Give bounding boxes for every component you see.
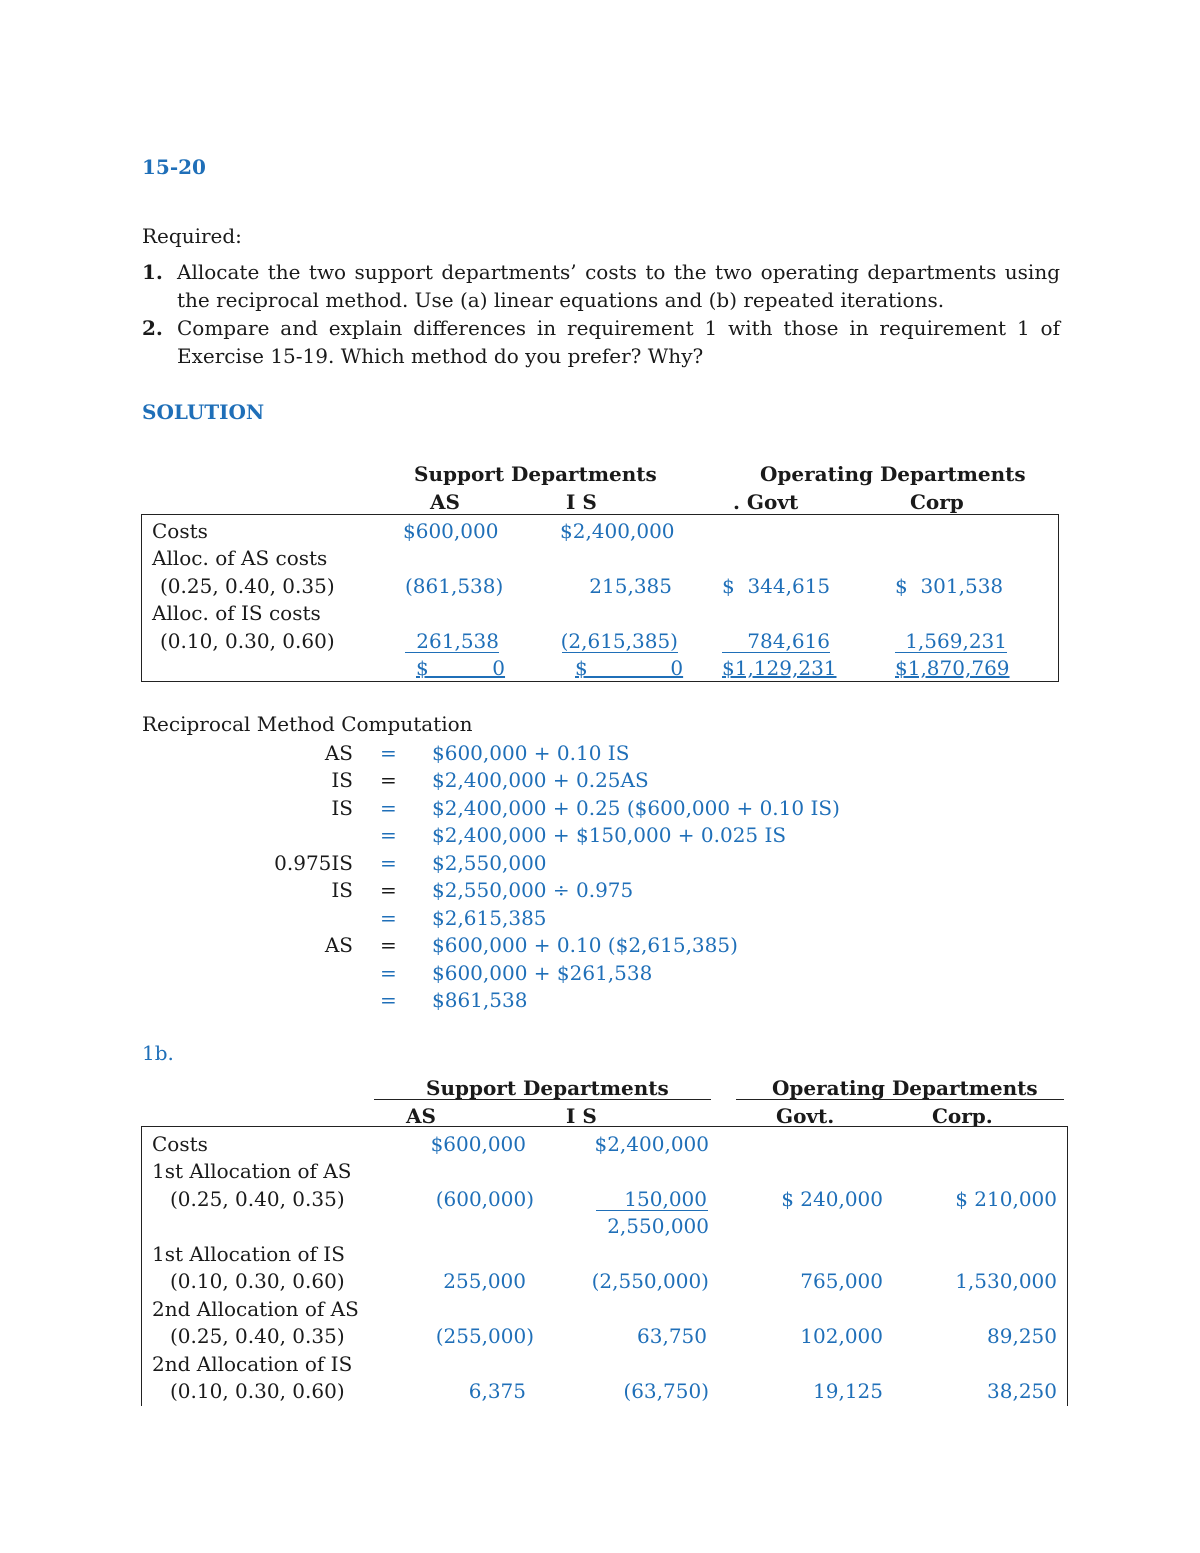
costs-as: $600,000 xyxy=(430,1132,526,1156)
equation-lhs: IS xyxy=(331,878,353,902)
first-is-govt: 765,000 xyxy=(800,1269,883,1293)
first-as-ratio: (0.25, 0.40, 0.35) xyxy=(170,1187,345,1211)
underline xyxy=(562,652,678,653)
costs-label: Costs xyxy=(152,519,208,543)
costs-label: Costs xyxy=(152,1132,208,1156)
col-as-header: AS xyxy=(430,490,460,514)
page-title: 15-20 xyxy=(142,155,206,179)
underline xyxy=(722,652,830,653)
equation-rhs: $2,400,000 + 0.25AS xyxy=(432,768,649,792)
alloc-as-govt: $ 344,615 xyxy=(722,574,831,598)
first-is-as: 255,000 xyxy=(443,1269,526,1293)
equation-lhs: AS xyxy=(324,741,353,765)
table-frame-left xyxy=(141,1126,142,1406)
first-is-corp: 1,530,000 xyxy=(955,1269,1057,1293)
operating-departments-header: Operating Departments xyxy=(772,1076,1038,1100)
equation-equals: = xyxy=(380,768,397,792)
alloc-as-is: 215,385 xyxy=(589,574,672,598)
equation-equals: = xyxy=(380,988,397,1012)
equation-equals: = xyxy=(380,906,397,930)
col-as-header: AS xyxy=(406,1104,436,1128)
alloc-is-label: Alloc. of IS costs xyxy=(152,601,321,625)
header-rule xyxy=(736,1099,1064,1100)
second-is-label: 2nd Allocation of IS xyxy=(152,1352,353,1376)
computation-title: Reciprocal Method Computation xyxy=(142,712,473,736)
equation-rhs: $2,400,000 + 0.25 ($600,000 + 0.10 IS) xyxy=(432,796,840,820)
alloc-as-as: (861,538) xyxy=(405,574,504,598)
first-is-ratio: (0.10, 0.30, 0.60) xyxy=(170,1269,345,1293)
support-departments-header: Support Departments xyxy=(426,1076,669,1100)
requirements-list xyxy=(142,258,1060,370)
underline xyxy=(596,1210,708,1211)
first-as-is-subtotal: 2,550,000 xyxy=(607,1214,709,1238)
equation-lhs: 0.975IS xyxy=(274,851,353,875)
alloc-as-ratio: (0.25, 0.40, 0.35) xyxy=(160,574,335,598)
alloc-is-ratio: (0.10, 0.30, 0.60) xyxy=(160,629,335,653)
equation-rhs: $2,550,000 ÷ 0.975 xyxy=(432,878,634,902)
first-as-govt: $ 240,000 xyxy=(781,1187,883,1211)
total-is: $ 0 xyxy=(575,656,684,680)
equation-equals: = xyxy=(380,823,397,847)
requirement-text: Compare and explain differences in requirement 1 with those in requirement 1 of Exercise 15-19. Which method do you prefer? Why? xyxy=(177,316,1060,368)
first-is-is: (2,550,000) xyxy=(591,1269,709,1293)
second-as-govt: 102,000 xyxy=(800,1324,883,1348)
equation-equals: = xyxy=(380,851,397,875)
second-is-is: (63,750) xyxy=(623,1379,709,1403)
total-govt: $1,129,231 xyxy=(722,656,837,680)
equation-equals: = xyxy=(380,933,397,957)
costs-is: $2,400,000 xyxy=(594,1132,709,1156)
requirement-number: 2. xyxy=(142,316,163,340)
first-as-is: 150,000 xyxy=(624,1187,707,1211)
costs-is: $2,400,000 xyxy=(560,519,675,543)
second-as-as: (255,000) xyxy=(435,1324,534,1348)
underline xyxy=(895,652,1007,653)
operating-departments-header: Operating Departments xyxy=(760,462,1026,486)
second-as-is: 63,750 xyxy=(637,1324,707,1348)
alloc-is-corp: 1,569,231 xyxy=(905,629,1007,653)
equation-rhs: $600,000 + 0.10 IS xyxy=(432,741,630,765)
equation-rhs: $2,550,000 xyxy=(432,851,547,875)
alloc-is-govt: 784,616 xyxy=(747,629,830,653)
second-is-govt: 19,125 xyxy=(813,1379,883,1403)
second-as-ratio: (0.25, 0.40, 0.35) xyxy=(170,1324,345,1348)
col-corp-header: Corp xyxy=(910,490,964,514)
solution-heading: SOLUTION xyxy=(142,400,265,424)
second-is-corp: 38,250 xyxy=(987,1379,1057,1403)
alloc-as-corp: $ 301,538 xyxy=(895,574,1004,598)
support-departments-header: Support Departments xyxy=(414,462,657,486)
alloc-as-label: Alloc. of AS costs xyxy=(152,546,328,570)
col-govt-header: Govt. xyxy=(776,1104,835,1128)
equation-rhs: $2,400,000 + $150,000 + 0.025 IS xyxy=(432,823,787,847)
equation-equals: = xyxy=(380,741,397,765)
col-corp-header: Corp. xyxy=(932,1104,993,1128)
equation-lhs: IS xyxy=(331,796,353,820)
first-is-label: 1st Allocation of IS xyxy=(152,1242,345,1266)
equation-lhs: IS xyxy=(331,768,353,792)
first-as-as: (600,000) xyxy=(435,1187,534,1211)
alloc-is-as: 261,538 xyxy=(416,629,499,653)
col-is-header: I S xyxy=(566,490,597,514)
col-is-header: I S xyxy=(566,1104,597,1128)
first-as-corp: $ 210,000 xyxy=(955,1187,1057,1211)
second-is-as: 6,375 xyxy=(468,1379,526,1403)
costs-as: $600,000 xyxy=(403,519,499,543)
total-as: $ 0 xyxy=(416,656,506,680)
requirement-2 xyxy=(142,314,1060,370)
equation-rhs: $600,000 + $261,538 xyxy=(432,961,653,985)
part-1b-label: 1b. xyxy=(142,1041,174,1065)
requirement-text: Allocate the two support departments’ costs to the two operating departments using the reciprocal method. Use (a) linear equations and (b) repeated iterations. xyxy=(177,260,1060,312)
equation-equals: = xyxy=(380,961,397,985)
equation-equals: = xyxy=(380,796,397,820)
requirement-1 xyxy=(142,258,1060,314)
table-frame-right xyxy=(1067,1126,1068,1406)
equation-rhs: $2,615,385 xyxy=(432,906,547,930)
equation-lhs: AS xyxy=(324,933,353,957)
equation-rhs: $600,000 + 0.10 ($2,615,385) xyxy=(432,933,738,957)
second-as-corp: 89,250 xyxy=(987,1324,1057,1348)
total-corp: $1,870,769 xyxy=(895,656,1010,680)
second-is-ratio: (0.10, 0.30, 0.60) xyxy=(170,1379,345,1403)
first-as-label: 1st Allocation of AS xyxy=(152,1159,352,1183)
header-rule xyxy=(374,1099,711,1100)
equation-equals: = xyxy=(380,878,397,902)
requirement-number: 1. xyxy=(142,260,163,284)
underline xyxy=(405,652,499,653)
alloc-is-is: (2,615,385) xyxy=(560,629,678,653)
col-govt-header: . Govt xyxy=(733,490,799,514)
second-as-label: 2nd Allocation of AS xyxy=(152,1297,359,1321)
required-label: Required: xyxy=(142,224,242,248)
equation-rhs: $861,538 xyxy=(432,988,528,1012)
table-frame-top xyxy=(141,1126,1067,1127)
